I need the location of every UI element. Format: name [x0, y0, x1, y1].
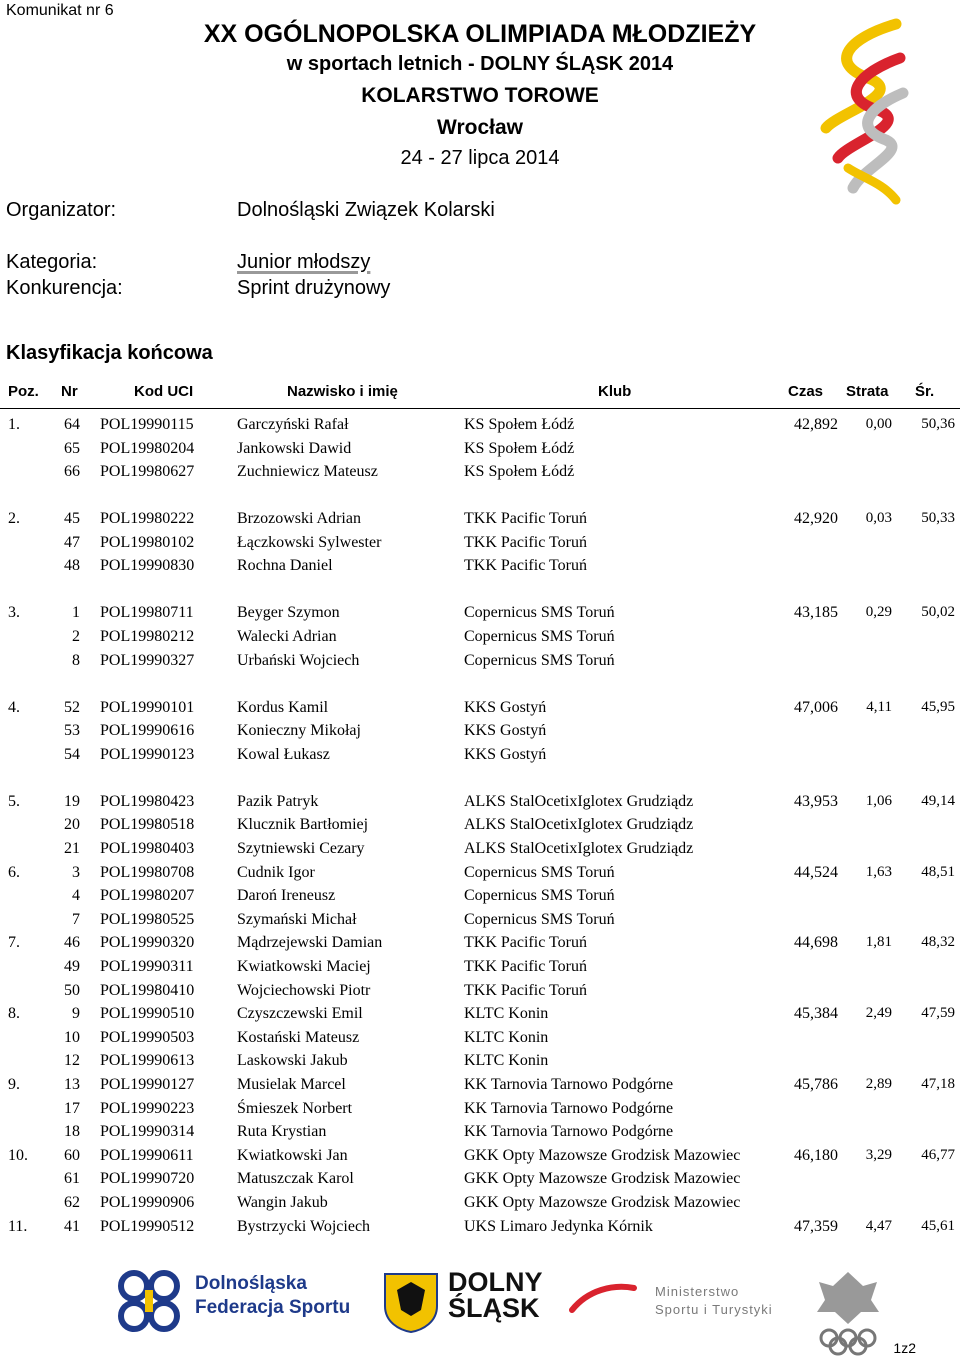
cell-club: TKK Pacific Toruń [464, 958, 587, 975]
table-row [0, 440, 960, 464]
cell-uci: POL19980708 [100, 863, 195, 881]
cell-czas: 47,359 [794, 1217, 838, 1235]
table-row [0, 934, 960, 958]
cell-club: Copernicus SMS Toruń [464, 651, 615, 669]
cell-name: Kowal Łukasz [237, 745, 330, 763]
cell-czas: 47,006 [794, 698, 838, 716]
cell-uci: POL19980403 [100, 840, 195, 857]
cell-name: Pazik Patryk [237, 792, 319, 810]
table-row [0, 864, 960, 888]
cell-club: ALKS StalOcetixIglotex Grudziądz [464, 792, 694, 810]
event-title: XX OGÓLNOPOLSKA OLIMPIADA MŁODZIEŻY [203, 20, 757, 48]
cell-pos: 9. [8, 1076, 20, 1093]
cell-uci: POL19980212 [100, 628, 195, 645]
table-row [0, 1005, 960, 1029]
cell-sr: 50,02 [921, 604, 955, 621]
cell-nr: 9 [72, 1005, 80, 1023]
cell-pos: 1. [8, 416, 20, 433]
cell-strata: 3,29 [865, 1146, 892, 1163]
cell-name: Matuszczak Karol [237, 1170, 354, 1188]
header-club: Klub [598, 383, 632, 400]
cell-uci: POL19990611 [100, 1146, 194, 1164]
cell-uci: POL19980525 [100, 910, 195, 928]
cell-sr: 45,95 [921, 698, 955, 715]
competition-value: Sprint drużynowy [237, 277, 391, 299]
table-row [0, 793, 960, 817]
cell-nr: 66 [64, 463, 80, 481]
table-row [0, 958, 960, 982]
cell-strata: 2,89 [865, 1076, 892, 1092]
table-row [0, 1100, 960, 1124]
cell-name: Czyszczewski Emil [237, 1005, 363, 1023]
cell-czas: 44,698 [794, 934, 838, 952]
cell-club: UKS Limaro Jedynka Kórnik [464, 1217, 653, 1235]
cell-nr: 8 [72, 651, 80, 669]
cell-sr: 48,51 [921, 863, 955, 880]
cell-nr: 1 [72, 604, 80, 622]
cell-nr: 46 [64, 934, 80, 952]
cell-pos: 8. [8, 1005, 20, 1023]
cell-nr: 52 [64, 698, 80, 716]
region-shield-icon [383, 1272, 439, 1334]
header-sr: Śr. [915, 383, 935, 400]
cell-club: KS Społem Łódź [464, 439, 575, 457]
cell-club: TKK Pacific Toruń [464, 934, 587, 952]
federation-logo-text: Dolnośląska Federacja Sportu [195, 1273, 351, 1318]
cell-name: Urbański Wojciech [237, 651, 360, 669]
cell-strata: 4,11 [866, 698, 892, 715]
table-row [0, 1147, 960, 1171]
cell-nr: 65 [64, 439, 80, 457]
cell-nr: 41 [64, 1217, 80, 1235]
cell-club: KK Tarnovia Tarnowo Podgórne [464, 1123, 674, 1141]
table-row [0, 1170, 960, 1194]
table-row [0, 746, 960, 770]
cell-strata: 4,47 [865, 1217, 892, 1234]
cell-club: Copernicus SMS Toruń [464, 604, 615, 622]
olympiad-logo-icon [808, 18, 918, 208]
cell-nr: 50 [64, 981, 80, 999]
cell-club: Copernicus SMS Toruń [464, 887, 615, 905]
cell-nr: 60 [64, 1146, 80, 1164]
table-row [0, 652, 960, 676]
cell-sr: 46,77 [921, 1146, 955, 1163]
cell-nr: 54 [64, 745, 80, 763]
cell-club: Copernicus SMS Toruń [464, 863, 615, 881]
cell-name: Kostański Mateusz [237, 1028, 360, 1046]
cell-name: Jankowski Dawid [237, 439, 352, 457]
cell-club: ALKS StalOcetixIglotex Grudziądz [464, 840, 694, 857]
federation-emblem-icon [112, 1268, 190, 1338]
cell-club: ALKS StalOcetixIglotex Grudziądz [464, 816, 694, 834]
event-subtitle: w sportach letnich - DOLNY ŚLĄSK 2014 [286, 53, 674, 75]
cell-nr: 12 [64, 1052, 80, 1070]
header-name: Nazwisko i imię [287, 383, 398, 400]
ministry-logo-text: Ministerstwo Sportu i Turystyki [655, 1284, 773, 1317]
cell-strata: 0,03 [865, 510, 892, 527]
table-row [0, 534, 960, 558]
cell-czas: 46,180 [794, 1146, 838, 1164]
cell-sr: 48,32 [921, 934, 955, 951]
cell-uci: POL19990127 [100, 1076, 195, 1093]
cell-nr: 17 [64, 1099, 80, 1117]
cell-club: GKK Opty Mazowsze Grodzisk Mazowiec [464, 1170, 741, 1188]
header-rule [0, 408, 960, 409]
cell-club: KKS Gostyń [464, 722, 547, 740]
discipline: KOLARSTWO TOROWE [361, 84, 599, 107]
cell-nr: 10 [64, 1028, 80, 1046]
cell-name: Brzozowski Adrian [237, 510, 361, 528]
cell-name: Łączkowski Sylwester [237, 533, 382, 551]
cell-club: GKK Opty Mazowsze Grodzisk Mazowiec [464, 1146, 741, 1164]
cell-czas: 43,185 [794, 604, 838, 622]
cell-uci: POL19990115 [100, 416, 194, 433]
city: Wrocław [437, 116, 523, 139]
olympic-committee-emblem-icon [805, 1268, 891, 1356]
cell-uci: POL19990223 [100, 1099, 195, 1117]
header-strata: Strata [846, 383, 889, 400]
cell-sr: 45,61 [921, 1217, 955, 1234]
cell-uci: POL19980222 [100, 510, 195, 528]
cell-pos: 11. [8, 1217, 28, 1235]
cell-uci: POL19980423 [100, 792, 195, 810]
cell-strata: 0,29 [865, 604, 892, 621]
cell-name: Rochna Daniel [237, 557, 333, 575]
table-row [0, 416, 960, 440]
cell-name: Beyger Szymon [237, 604, 340, 622]
category-value: Junior młodszy [237, 251, 371, 273]
cell-uci: POL19980204 [100, 439, 195, 457]
cell-czas: 44,524 [794, 863, 838, 881]
header-czas: Czas [788, 383, 824, 400]
cell-name: Mądrzejewski Damian [237, 934, 383, 952]
communique-number: Komunikat nr 6 [6, 2, 114, 19]
cell-pos: 7. [8, 934, 20, 952]
cell-club: KLTC Konin [464, 1005, 549, 1023]
cell-uci: POL19990311 [100, 958, 194, 975]
cell-uci: POL19990720 [100, 1170, 195, 1188]
cell-uci: POL19990320 [100, 934, 195, 952]
cell-nr: 4 [72, 887, 80, 905]
cell-pos: 2. [8, 510, 20, 528]
cell-name: Cudnik Igor [237, 863, 315, 881]
cell-uci: POL19990503 [100, 1028, 195, 1046]
cell-name: Zuchniewicz Mateusz [237, 463, 378, 481]
cell-nr: 7 [72, 910, 80, 928]
table-row [0, 911, 960, 935]
cell-name: Kwiatkowski Maciej [237, 958, 371, 975]
table-row [0, 840, 960, 864]
cell-nr: 49 [64, 958, 80, 975]
cell-name: Wangin Jakub [237, 1194, 328, 1211]
cell-nr: 62 [64, 1194, 80, 1211]
table-row [0, 1076, 960, 1100]
cell-club: TKK Pacific Toruń [464, 981, 587, 999]
cell-nr: 64 [64, 416, 80, 433]
cell-strata: 1,81 [865, 934, 892, 951]
cell-club: Copernicus SMS Toruń [464, 910, 615, 928]
cell-nr: 47 [64, 533, 80, 551]
table-row [0, 1123, 960, 1147]
event-dates: 24 - 27 lipca 2014 [400, 147, 560, 169]
cell-club: KS Społem Łódź [464, 416, 575, 433]
cell-czas: 42,920 [794, 510, 838, 528]
cell-club: TKK Pacific Toruń [464, 533, 587, 551]
cell-club: Copernicus SMS Toruń [464, 628, 615, 645]
cell-czas: 45,384 [794, 1005, 838, 1023]
cell-uci: POL19990327 [100, 651, 195, 669]
region-logo-line2: ŚLĄSK [448, 1293, 540, 1323]
cell-name: Śmieszek Norbert [237, 1099, 353, 1117]
cell-club: TKK Pacific Toruń [464, 510, 587, 528]
cell-uci: POL19980102 [100, 533, 195, 551]
cell-uci: POL19990906 [100, 1194, 195, 1211]
cell-uci: POL19990510 [100, 1005, 195, 1023]
cell-name: Musielak Marcel [237, 1076, 346, 1093]
competition-label: Konkurencja: [6, 277, 123, 299]
cell-uci: POL19990830 [100, 557, 195, 575]
cell-pos: 6. [8, 863, 20, 881]
cell-uci: POL19990512 [100, 1217, 195, 1235]
region-swoosh-icon [568, 1280, 638, 1325]
cell-uci: POL19980207 [100, 887, 195, 905]
cell-nr: 48 [64, 557, 80, 575]
cell-strata: 1,63 [865, 863, 892, 880]
cell-name: Bystrzycki Wojciech [237, 1217, 371, 1235]
cell-sr: 49,14 [921, 792, 955, 809]
table-row [0, 463, 960, 487]
table-row [0, 510, 960, 534]
cell-pos: 4. [8, 698, 20, 716]
cell-nr: 53 [64, 722, 80, 740]
cell-uci: POL19980711 [100, 604, 194, 622]
cell-name: Szymański Michał [237, 910, 357, 928]
cell-sr: 50,33 [921, 510, 955, 527]
cell-nr: 3 [72, 863, 80, 881]
cell-club: KLTC Konin [464, 1052, 549, 1070]
cell-strata: 0,00 [865, 416, 892, 432]
header-nr: Nr [61, 383, 78, 400]
cell-club: GKK Opty Mazowsze Grodzisk Mazowiec [464, 1194, 741, 1211]
table-row [0, 1218, 960, 1242]
cell-strata: 2,49 [865, 1005, 892, 1022]
cell-name: Kordus Kamil [237, 698, 329, 716]
cell-name: Daroń Ireneusz [237, 887, 336, 905]
cell-nr: 61 [64, 1170, 80, 1188]
cell-czas: 43,953 [794, 792, 838, 810]
table-row [0, 557, 960, 581]
cell-sr: 47,18 [921, 1076, 955, 1092]
table-row [0, 722, 960, 746]
cell-uci: POL19980518 [100, 816, 195, 834]
cell-name: Wojciechowski Piotr [237, 981, 371, 999]
cell-uci: POL19980410 [100, 981, 195, 999]
cell-sr: 50,36 [921, 416, 955, 432]
region-logo-line1: DOLNY [448, 1267, 543, 1297]
cell-uci: POL19990314 [100, 1123, 195, 1141]
cell-club: KS Społem Łódź [464, 463, 575, 481]
cell-nr: 2 [72, 628, 80, 645]
cell-uci: POL19980627 [100, 463, 195, 481]
table-row [0, 699, 960, 723]
cell-uci: POL19990613 [100, 1052, 195, 1070]
cell-club: KK Tarnovia Tarnowo Podgórne [464, 1076, 674, 1093]
cell-club: TKK Pacific Toruń [464, 557, 587, 575]
cell-strata: 1,06 [865, 792, 892, 809]
cell-name: Konieczny Mikołaj [237, 722, 361, 740]
table-row [0, 604, 960, 628]
cell-name: Ruta Krystian [237, 1123, 327, 1141]
table-row [0, 887, 960, 911]
table-row [0, 628, 960, 652]
cell-pos: 3. [8, 604, 20, 622]
cell-pos: 10. [8, 1146, 28, 1164]
table-row [0, 1029, 960, 1053]
cell-uci: POL19990616 [100, 722, 195, 740]
cell-czas: 42,892 [794, 416, 838, 433]
cell-club: KKS Gostyń [464, 745, 547, 763]
cell-name: Kwiatkowski Jan [237, 1146, 348, 1164]
page-number: 1z2 [893, 1340, 916, 1356]
cell-sr: 47,59 [921, 1005, 955, 1022]
cell-name: Walecki Adrian [237, 628, 337, 645]
cell-club: KK Tarnovia Tarnowo Podgórne [464, 1099, 674, 1117]
cell-nr: 21 [64, 840, 80, 857]
cell-club: KLTC Konin [464, 1028, 549, 1046]
cell-name: Laskowski Jakub [237, 1052, 348, 1070]
cell-uci: POL19990123 [100, 745, 195, 763]
table-row [0, 982, 960, 1006]
cell-name: Garczyński Rafał [237, 416, 349, 433]
cell-nr: 13 [64, 1076, 80, 1093]
cell-nr: 18 [64, 1123, 80, 1141]
cell-pos: 5. [8, 792, 20, 810]
table-row [0, 816, 960, 840]
organizer-value: Dolnośląski Związek Kolarski [237, 199, 495, 221]
cell-uci: POL19990101 [100, 698, 195, 716]
cell-czas: 45,786 [794, 1076, 838, 1093]
cell-nr: 45 [64, 510, 80, 528]
cell-name: Szytniewski Cezary [237, 840, 365, 857]
cell-nr: 19 [64, 792, 80, 810]
category-label: Kategoria: [6, 251, 98, 273]
cell-nr: 20 [64, 816, 80, 834]
organizer-label: Organizator: [6, 199, 117, 221]
header-uci: Kod UCI [134, 383, 194, 400]
cell-club: KKS Gostyń [464, 698, 547, 716]
section-title: Klasyfikacja końcowa [6, 342, 213, 364]
cell-name: Klucznik Bartłomiej [237, 816, 369, 834]
table-row [0, 1052, 960, 1076]
table-row [0, 1194, 960, 1218]
header-pos: Poz. [8, 383, 39, 400]
